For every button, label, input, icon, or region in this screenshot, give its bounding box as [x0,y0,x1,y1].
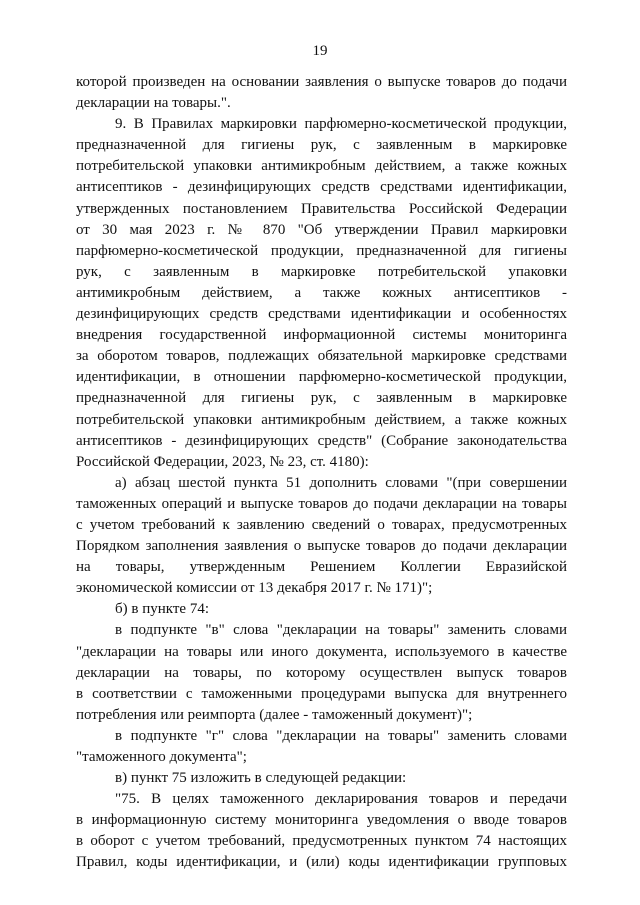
text-line: на товары, утвержденным Решением Коллегии Евразийской [76,559,567,576]
text-line: предназначенной для гигиены рук, с заявленным в маркировке [76,390,567,407]
text-line: в информационную систему мониторинга уведомления о вводе товаров [76,812,567,829]
page-number: 19 [312,43,328,59]
text-line: потребительской упаковки антимикробным действием, а также кожных [76,158,567,175]
text-line: б) в пункте 74: [115,601,209,618]
text-line: предназначенной для гигиены рук, с заявленным в маркировке [76,137,567,154]
text-line: в подпункте "г" слова "декларации на товары" заменить словами [115,727,567,744]
text-line: потребительской упаковки антимикробным действием, а также кожных [76,411,567,428]
text-line: декларации на товары.". [76,95,231,112]
text-line: экономической комиссии от 13 декабря 2017 г. № 171)"; [76,580,433,597]
text-line: в подпункте "в" слова "декларации на товары" заменить словами [115,622,567,639]
text-line: антимикробным действием, а также кожных антисептиков - [76,284,567,301]
text-line: декларации на товары, по которому осуществлен выпуск товаров [76,664,567,681]
text-line: от 30 мая 2023 г. № 870 "Об утверждении Правил маркировки [76,221,567,238]
text-line: в соответствии с таможенными процедурами выпуска для внутреннего [76,685,567,702]
text-line: Порядком заполнения заявления о выпуске товаров до подачи декларации [76,538,567,555]
text-line: с учетом требований к заявлению сведений о товарах, предусмотренных [76,516,567,533]
text-line: "75. В целях таможенного декларирования товаров и передачи [115,791,567,808]
text-line: парфюмерно-косметической продукции, предназначенной для гигиены [76,242,567,259]
text-line: таможенных операций и выпуске товаров до подачи декларации на товары [76,495,567,512]
text-line: в оборот с учетом требований, предусмотренных пунктом 74 настоящих [76,833,567,850]
text-line: Правил, коды идентификации, и (или) коды идентификации групповых [76,854,567,871]
text-line: антисептиков - дезинфицирующих средств средствами идентификации, [76,179,567,196]
text-line: идентификации, в отношении парфюмерно-косметической продукции, [76,369,567,386]
text-line: дезинфицирующих средств средствами идентификации и особенностях [76,306,567,323]
text-line: рук, с заявленным в маркировке потребительской упаковки [76,263,567,280]
text-line: за оборотом товаров, подлежащих обязательной маркировке средствами [76,348,567,365]
text-line: "декларации на товары или иного документа, используемого в качестве [76,643,567,660]
text-line: 9. В Правилах маркировки парфюмерно-косметической продукции, [115,116,567,133]
text-line: Российской Федерации, 2023, № 23, ст. 4180): [76,453,369,470]
text-line: в) пункт 75 изложить в следующей редакции: [115,770,407,787]
text-line: которой произведен на основании заявления о выпуске товаров до подачи [76,74,567,90]
text-line: потребления или реимпорта (далее - таможенный документ)"; [76,706,473,723]
document-body [76,72,567,874]
text-line: а) абзац шестой пункта 51 дополнить словами "(при совершении [115,474,567,491]
text-line: внедрения государственной информационной системы мониторинга [76,327,567,344]
text-line: утвержденных постановлением Правительства Российской Федерации [76,200,567,217]
text-line: антисептиков - дезинфицирующих средств" (Собрание законодательства [76,432,567,449]
text-line: "таможенного документа"; [76,749,247,765]
